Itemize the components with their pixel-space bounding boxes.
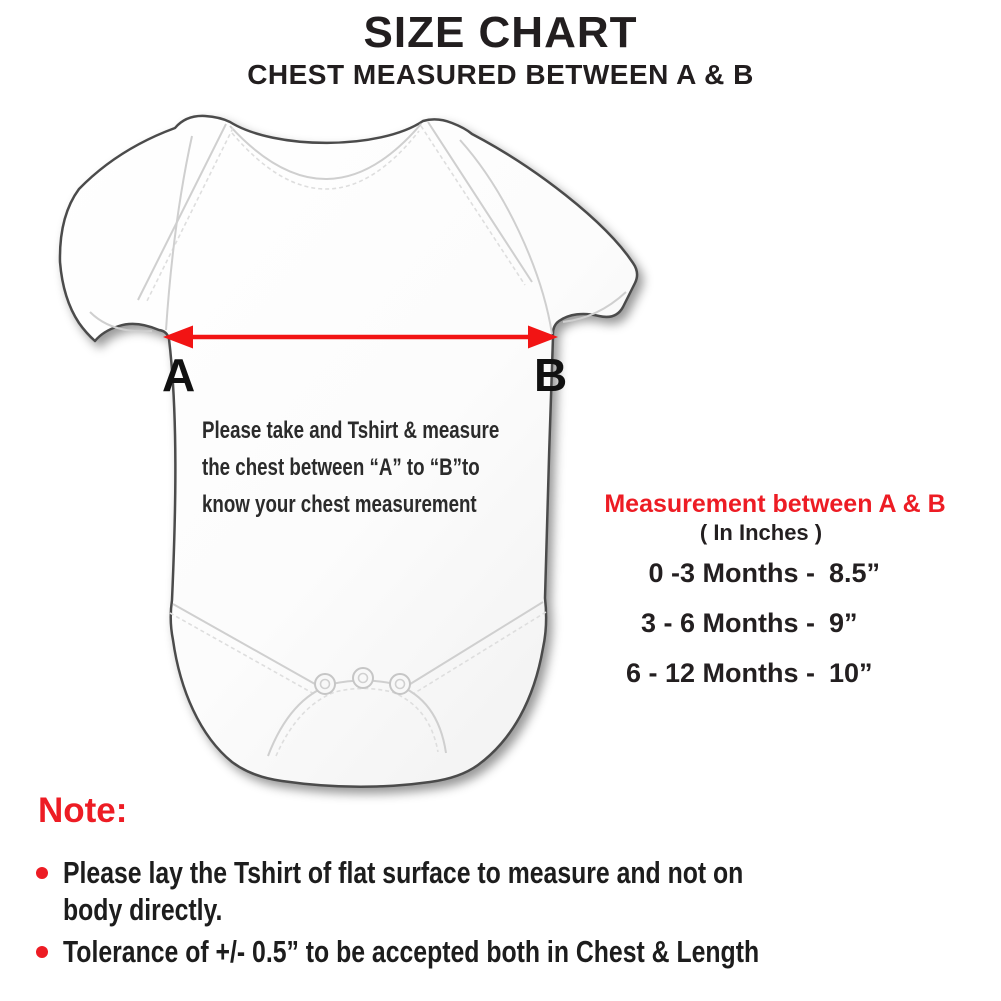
note-item — [36, 854, 991, 928]
size-row — [575, 658, 975, 689]
size-table — [575, 490, 975, 689]
size-table-subheading: ( In Inches ) — [699, 520, 823, 545]
page-title: SIZE CHART — [363, 8, 638, 57]
point-b-label: B — [534, 349, 568, 401]
size-row-label: 6 - 12 Months - — [625, 658, 815, 688]
measurement-arrow-icon — [155, 317, 570, 357]
size-row — [575, 608, 975, 639]
measure-instruction — [202, 412, 499, 523]
size-row-value: 9” — [829, 608, 858, 638]
size-row-value: 8.5” — [829, 558, 881, 588]
bullet-dot-icon — [36, 946, 48, 958]
instruction-line: Please take and Tshirt & measure — [202, 417, 500, 444]
page-subtitle: CHEST MEASURED BETWEEN A & B — [247, 59, 754, 90]
size-row-label: 3 - 6 Months - — [641, 608, 815, 638]
note-heading: Note: — [38, 791, 128, 830]
size-row — [575, 558, 975, 589]
note-text: Please lay the Tshirt of flat surface to measure and not on body directly. — [63, 855, 744, 927]
point-a-label: A — [162, 349, 196, 401]
note-text: Tolerance of +/- 0.5” to be accepted both in Chest & Length — [63, 934, 760, 969]
size-table-heading: Measurement between A & B — [604, 490, 946, 518]
arrowhead-right — [528, 326, 558, 349]
size-row-label: 0 -3 Months - — [648, 558, 815, 588]
size-row-value: 10” — [829, 658, 873, 688]
bullet-dot-icon — [36, 867, 48, 879]
notes-list — [36, 849, 991, 970]
arrowhead-left — [163, 326, 193, 349]
instruction-line: know your chest measurement — [202, 491, 477, 518]
instruction-line: the chest between “A” to “B”to — [202, 454, 480, 481]
note-item — [36, 933, 991, 970]
